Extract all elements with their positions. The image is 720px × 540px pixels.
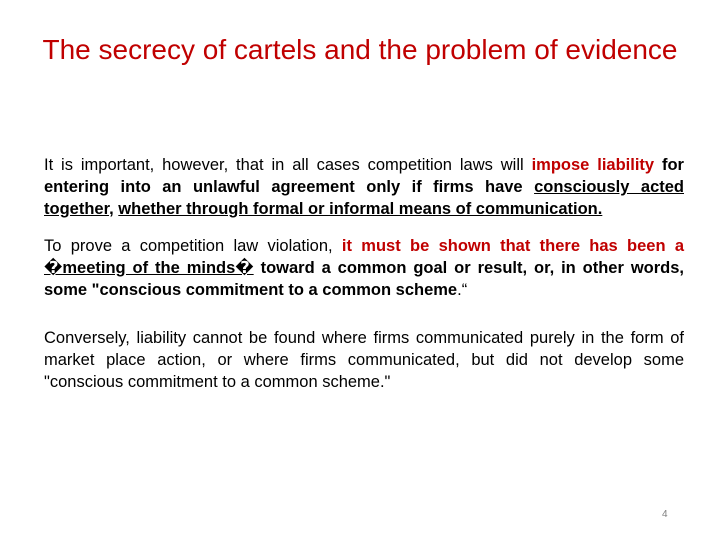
impose-liability-highlight: impose liability xyxy=(531,156,655,174)
page-number: 4 xyxy=(662,509,668,520)
common-scheme-phrase: toward a common goal or result, or, in other words, some "conscious commitment to a common scheme xyxy=(44,259,684,299)
paragraph-proof-intro: To prove a competition law violation, xyxy=(44,237,342,255)
paragraph-proof-end: .“ xyxy=(457,281,468,299)
paragraph-proof xyxy=(44,235,684,301)
slide-body xyxy=(44,154,684,393)
meeting-of-minds-phrase: �meeting of the minds� xyxy=(44,259,254,277)
paragraph-liability-intro: It is important, however, that in all cases competition laws will xyxy=(44,156,532,174)
slide-title: The secrecy of cartels and the problem of evidence xyxy=(42,34,678,65)
means-of-communication-phrase: whether through formal or informal means of communication. xyxy=(118,200,603,218)
paragraph-liability xyxy=(44,154,684,220)
consciously-acted-phrase: consciously acted together, xyxy=(44,178,684,218)
must-be-shown-highlight: it must be shown that there has been a xyxy=(341,237,685,255)
paragraph-liability-entering: for entering into an unlawful agreement only if firms have xyxy=(44,156,684,196)
paragraph-conversely: Conversely, liability cannot be found where firms communicated purely in the form of market place action, or where firms communicated, but did not develop some "conscious commitment to a common scheme." xyxy=(44,329,684,391)
